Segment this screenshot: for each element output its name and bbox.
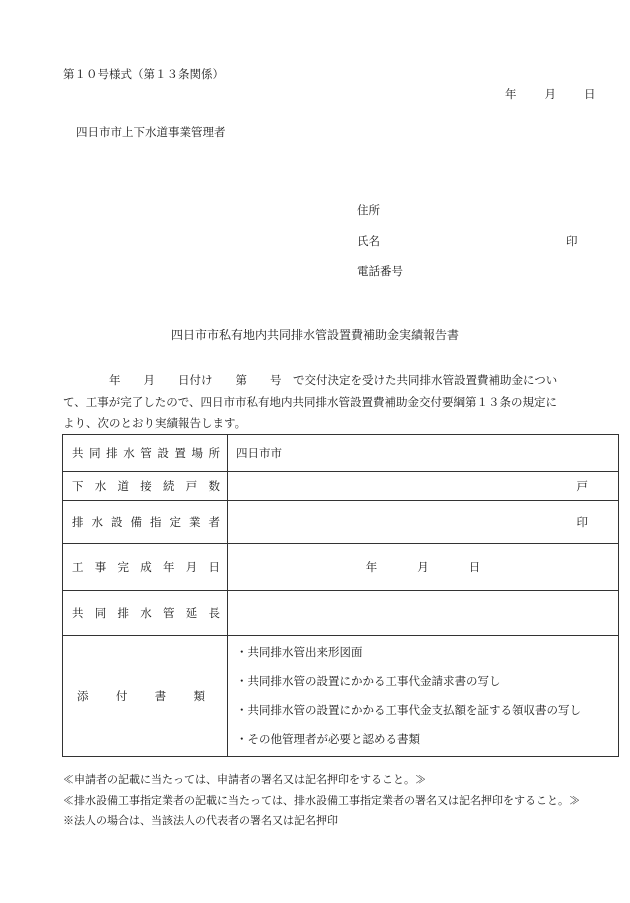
note-applicant: ≪申請者の記載に当たっては、申請者の署名又は記名押印をすること。≫ (63, 773, 426, 786)
label-char: 管 (140, 446, 152, 460)
completion-day: 日 (468, 560, 481, 574)
label-char: 事 (94, 560, 107, 574)
label-char: 指 (150, 515, 162, 529)
label-char: 者 (208, 515, 220, 529)
date-day: 日 (584, 87, 596, 101)
contractor-seal: 印 (576, 515, 588, 529)
row-completion-date (63, 544, 619, 591)
completion-year: 年 (365, 560, 378, 574)
attachments-list (228, 636, 618, 756)
applicant-name-label: 氏名 (357, 234, 380, 248)
row-contractor (63, 501, 619, 544)
label-char: 工 (72, 560, 84, 574)
length-label (63, 605, 227, 621)
label-char: 共 (72, 606, 84, 620)
label-char: 水 (123, 446, 135, 460)
addressee: 四日市市上下水道事業管理者 (76, 125, 226, 139)
form-number: 第１０号様式（第１３条関係） (63, 67, 224, 81)
completion-month: 月 (417, 560, 429, 574)
report-date (505, 86, 596, 102)
length-value-cell (228, 591, 619, 636)
label-char: 類 (193, 689, 205, 703)
label-char: 同 (94, 606, 107, 620)
note-contractor: ≪排水設備工事指定業者の記載に当たっては、排水設備工事指定業者の署名又は記名押印をすること。≫ (63, 793, 580, 807)
label-char: 添 (77, 689, 89, 703)
row-households (63, 472, 619, 501)
label-char: 場 (191, 446, 203, 460)
label-char: 書 (154, 689, 167, 703)
attachment-item: ・共同排水管出来形図面 (236, 645, 363, 659)
label-char: 月 (185, 560, 198, 574)
label-char: 年 (163, 560, 175, 574)
length-label-cell (63, 591, 228, 636)
row-location (63, 435, 619, 472)
label-char: 日 (208, 560, 220, 574)
contractor-label-cell (63, 501, 228, 544)
label-char: 定 (169, 515, 181, 529)
households-label-cell (63, 472, 228, 501)
label-char: 水 (94, 479, 107, 493)
attachment-item: ・その他管理者が必要と認める書類 (236, 732, 420, 746)
label-char: 設 (157, 446, 169, 460)
completion-value-cell (228, 544, 619, 591)
label-char: 同 (89, 446, 101, 460)
location-label-cell (63, 435, 228, 472)
row-attachments (63, 636, 619, 757)
location-value-cell (228, 435, 619, 472)
label-char: 水 (91, 515, 103, 529)
note-corporation: ※法人の場合は、当該法人の代表者の署名又は記名押印 (63, 814, 338, 827)
label-char: 成 (140, 560, 152, 574)
report-body (63, 370, 603, 435)
label-char: 下 (72, 479, 84, 493)
completion-label (63, 559, 227, 575)
completion-date (228, 559, 618, 575)
attachment-item: ・共同排水管の設置にかかる工事代金請求書の写し (236, 674, 501, 688)
label-char: 数 (208, 479, 220, 493)
attachments-label-cell (63, 636, 228, 757)
contractor-value-cell (228, 501, 619, 544)
label-char: 長 (208, 606, 220, 620)
location-value: 四日市市 (236, 446, 282, 460)
label-char: 接 (140, 479, 152, 493)
location-label (63, 445, 227, 461)
applicant-phone-label: 電話番号 (357, 264, 403, 278)
body-line-3: より、次のとおり実績報告します。 (63, 416, 247, 430)
label-char: 道 (117, 479, 129, 493)
notes (63, 770, 580, 832)
contractor-label (63, 514, 227, 530)
report-table (62, 434, 619, 757)
label-char: 続 (163, 479, 175, 493)
body-line-2: て、工事が完了したので、四日市市私有地内共同排水管設置費補助金交付要綱第１３条の規定に (63, 394, 558, 409)
label-char: 管 (163, 606, 175, 620)
label-char: 備 (130, 515, 142, 529)
attachment-item: ・共同排水管の設置にかかる工事代金支払額を証する領収書の写し (236, 703, 581, 717)
row-pipe-length (63, 591, 619, 636)
applicant-address-label: 住所 (357, 203, 380, 217)
label-char: 完 (117, 560, 129, 574)
label-char: 共 (72, 446, 84, 460)
label-char: 水 (140, 606, 152, 620)
households-label (63, 478, 227, 494)
households-unit: 戸 (576, 479, 588, 493)
label-char: 業 (189, 515, 201, 529)
label-char: 付 (115, 689, 128, 703)
label-char: 排 (72, 515, 84, 529)
document-title: 四日市市私有地内共同排水管設置費補助金実績報告書 (170, 328, 459, 342)
label-char: 設 (111, 515, 123, 529)
households-value-cell (228, 472, 619, 501)
label-char: 延 (185, 606, 198, 620)
completion-label-cell (63, 544, 228, 591)
applicant-seal: 印 (566, 234, 578, 248)
attachments-value-cell (228, 636, 619, 757)
label-char: 所 (208, 446, 220, 460)
date-year: 年 (505, 87, 517, 101)
label-char: 排 (117, 606, 129, 620)
label-char: 排 (106, 446, 118, 460)
label-char: 置 (174, 446, 186, 460)
date-month: 月 (544, 87, 556, 101)
body-line-1: 年 月 日付け 第 号 で交付決定を受けた共同排水管設置費補助金につい (63, 373, 558, 387)
attachments-label (63, 688, 227, 704)
label-char: 戸 (185, 479, 198, 493)
